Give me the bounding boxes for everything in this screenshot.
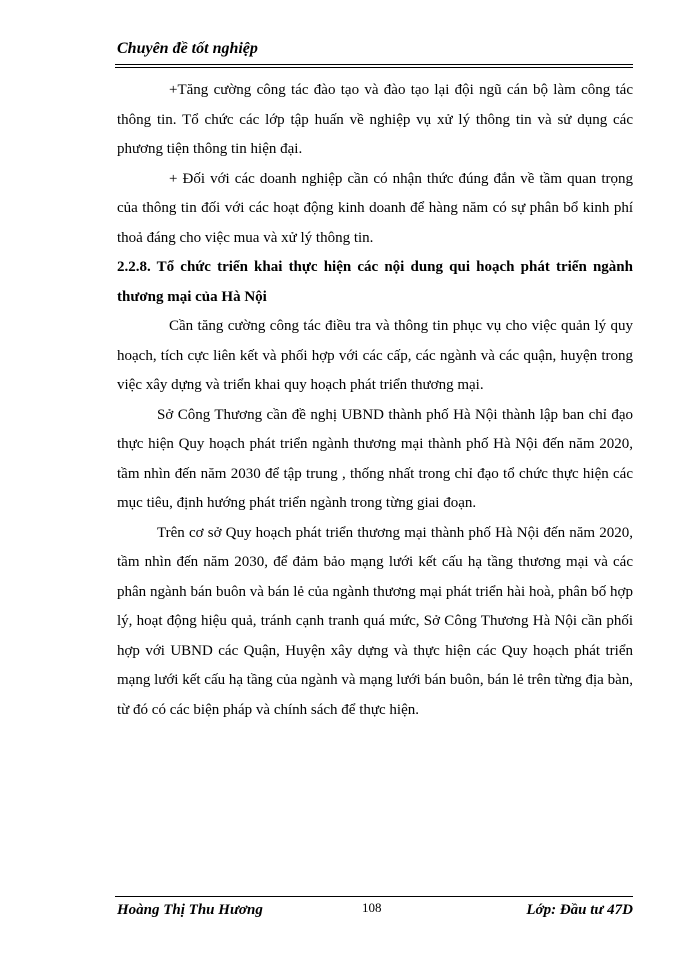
footer-divider: [115, 896, 633, 897]
paragraph-planning-basis: Trên cơ sở Quy hoạch phát triển thương mại thành phố Hà Nội đến năm 2020, tầm nhìn đến năm 2030, để đảm bảo mạng lưới kết cấu hạ tầng thương mại và các phân ngành bán buôn và bán lẻ của ngành thương mại phát triển hài hoà, phân bố hợp lý, hoạt động hiệu quả, tránh cạnh tranh quá mức, Sở Công Thương Hà Nội cần phối hợp với UBND các Quận, Huyện xây dựng và thực hiện các Quy hoạch phát triển mạng lưới kết cấu hạ tầng của ngành và mạng lưới bán buôn, bán lẻ trên từng địa bàn, từ đó có các biện pháp và chính sách để thực hiện.: [117, 524, 633, 718]
section-heading: 2.2.8. Tổ chức triển khai thực hiện các nội dung qui hoạch phát triển ngành thương mại của Hà Nội: [117, 259, 633, 305]
footer-author: Hoàng Thị Thu Hương: [117, 902, 263, 918]
paragraph-survey: Cần tăng cường công tác điều tra và thông tin phục vụ cho việc quản lý quy hoạch, tích cực liên kết và phối hợp với các cấp, các ngành và các quận, huyện trong việc xây dựng và triển khai quy hoạch phát triển thương mại.: [117, 318, 633, 393]
page-header-title: Chuyên đề tốt nghiệp: [117, 40, 258, 57]
header-divider-top: [115, 64, 633, 65]
paragraph-enterprises: + Đối với các doanh nghiệp cần có nhận thức đúng đắn về tầm quan trọng của thông tin đối với các hoạt động kinh doanh để hàng năm có sự phân bổ kinh phí thoả đáng cho việc mua và xử lý thông tin.: [117, 170, 633, 246]
paragraph-training: +Tăng cường công tác đào tạo và đào tạo lại đội ngũ cán bộ làm công tác thông tin. Tổ chức các lớp tập huấn về nghiệp vụ xử lý thông tin và sử dụng các phương tiện thông tin hiện đại.: [117, 82, 633, 157]
footer-class: Lớp: Đầu tư 47D: [526, 902, 633, 918]
document-body: [117, 76, 633, 725]
paragraph-department-proposal: Sở Công Thương cần đề nghị UBND thành phố Hà Nội thành lập ban chỉ đạo thực hiện Quy hoạch phát triển ngành thương mại thành phố Hà Nội đến năm 2020, tầm nhìn đến năm 2030 để tập trung , thống nhất trong chỉ đạo tổ chức thực hiện các mục tiêu, định hướng phát triển ngành trong từng giai đoạn.: [117, 406, 633, 511]
page-number: 108: [362, 900, 382, 915]
header-divider-bottom: [115, 67, 633, 68]
